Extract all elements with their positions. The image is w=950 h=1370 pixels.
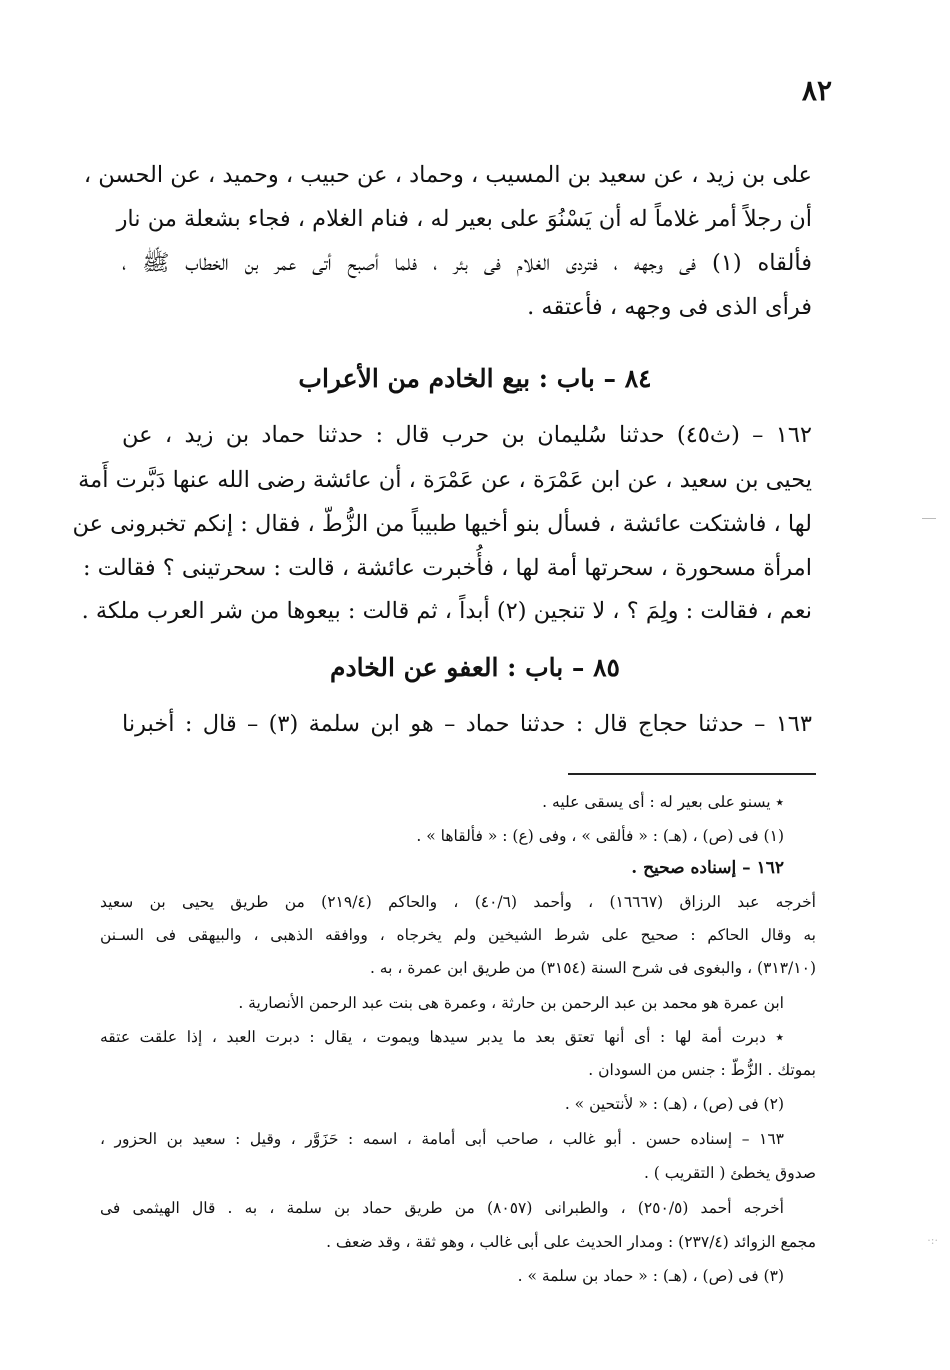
page-number: ٨٢ xyxy=(801,74,832,107)
margin-dots: ·:· xyxy=(927,1234,938,1247)
body-line: ١٦٢ – (ث٤٥) حدثنا سُليمان بن حرب قال : حدثنا حماد بن زيد ، عن xyxy=(122,422,813,448)
footnote-grade-162: ١٦٢ – إسناده صحيح . xyxy=(631,858,784,878)
footnote-line: أخرجه أحمد (٢٥٠/٥) ، والطبرانى (٨٠٥٧) من طريق حماد بن سلمة ، به . قال الهيثمى فى xyxy=(100,1199,784,1217)
section-heading-85: ٨٥ – باب : العفو عن الخادم xyxy=(330,653,620,682)
footnote-line: (٣١٣/١٠) ، والبغوى فى شرح السنة (٣١٥٤) من طريق ابن عمرة ، به . xyxy=(369,959,816,977)
margin-mark xyxy=(922,518,936,519)
footnote-line: ابن عمرة هو محمد بن عبد الرحمن بن حارثة ، وعمرة هى بنت عبد الرحمن الأنصارية . xyxy=(238,994,784,1012)
footnote-grade-163: ١٦٣ – إسناده حسن . أبو غالب ، صاحب أبى أمامة ، اسمه : حَزَوَّر ، وقيل : سعيد بن الحزور ، xyxy=(100,1130,784,1148)
body-line: ١٦٣ – حدثنا حجاج قال : حدثنا حماد – هو ابن سلمة (٣) – قال : أخبرنا xyxy=(122,711,812,737)
body-line: لها ، فاشتكت عائشة ، فسأل بنو أخيها طبيباً من الزُّطّ ، فقال : إنكم تخبرونى عن xyxy=(72,511,812,537)
footnote-line: بموتك . الزُّطّ : جنس من السودان . xyxy=(588,1061,816,1079)
footnote-line: أخرجه عبد الرزاق (١٦٦٦٧) ، وأحمد (٤٠/٦) ، والحاكم (٢١٩/٤) من طريق يحيى بن سعيد xyxy=(100,893,816,911)
footnote-line: صدوق يخطئ ( التقريب ) . xyxy=(643,1164,816,1182)
section-heading-84: ٨٤ – باب : بيع الخادم من الأعراب xyxy=(298,364,652,393)
footnote-line: مجمع الزوائد (٢٣٧/٤) : ومدار الحديث على أبى غالب ، وهو ثقة ، وقد ضعف . xyxy=(326,1233,816,1251)
body-line: امرأة مسحورة ، سحرتها أمة لها ، فأُخبرت عائشة ، قالت : سحرتينى ؟ فقالت : xyxy=(82,555,812,581)
body-line: فألقاه (١) فى وجهه ، فتردى الغلام فى بئر ، فلما أصبح أتى عمر بن الخطاب ﷺ ، xyxy=(122,250,812,276)
footnote-line: ٭ يسنو على بعير له : أى يسقى عليه . xyxy=(542,793,784,811)
footnote-divider xyxy=(568,773,816,775)
footnote-line: ٭ دبرت أمة لها : أى أنها تعتق بعد ما يدبر سيدها ويموت ، يقال : دبرت العبد ، إذا علقت عتقه xyxy=(100,1028,784,1046)
body-line: أن رجلاً أمر غلاماً له أن يَسْنُوَ على بعير له ، فنام الغلام ، فجاء بشعلة من نار xyxy=(116,206,812,232)
body-line: يحيى بن سعيد ، عن ابن عَمْرَة ، عن عَمْرَة ، أن عائشة رضى الله عنها دَبَّرت أَمة xyxy=(78,467,812,493)
body-line: على بن زيد ، عن سعيد بن المسيب ، وحماد ، عن حبيب ، وحميد ، عن الحسن ، xyxy=(83,162,812,188)
body-line: نعم ، فقالت : ولِمَ ؟ ، لا تنجين (٢) أبداً ، ثم قالت : بيعوها من شر العرب ملكة . xyxy=(81,598,812,624)
footnote-line: (٢) فى (ص) ، (هـ) : « لأنتحين » . xyxy=(564,1095,784,1113)
footnote-line: (١) فى (ص) ، (هـ) : « فألقى » ، وفى (ع) : « فألقاها » . xyxy=(416,827,784,845)
body-line: فرأى الذى فى وجهه ، فأعتقه . xyxy=(527,294,812,320)
footnote-line: به وقال الحاكم : صحيح على شرط الشيخين ولم يخرجاه ، ووافقه الذهبى ، والبيهقى فى السـنن xyxy=(100,926,816,944)
footnote-line: (٣) فى (ص) ، (هـ) : « حماد بن سلمة » . xyxy=(517,1267,784,1285)
